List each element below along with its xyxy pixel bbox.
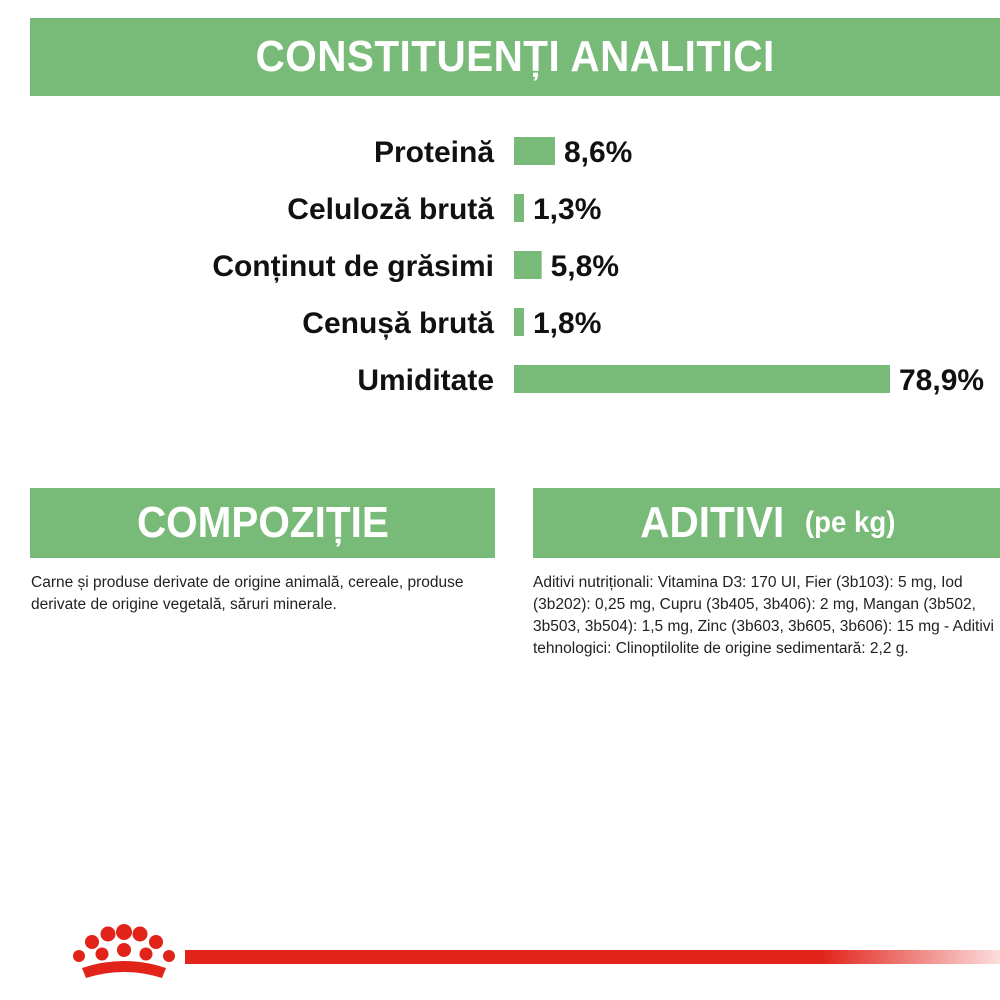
composition-header bbox=[30, 488, 495, 558]
analytic-constituents-title: CONSTITUENȚI ANALITICI bbox=[255, 32, 775, 81]
bar bbox=[514, 194, 524, 222]
category-label: Cenușă brută bbox=[302, 307, 494, 340]
additives-text: Aditivi nutriționali: Vitamina D3: 170 UI, Fier (3b103): 5 mg, Iod (3b202): 0,25 mg, Cupru (3b405, 3b406): 2 mg, Mangan (3b502, 3b503, 3b504): 1,5 mg, Zinc (3b603, 3b605, 3b606): 15 mg - Aditivi tehnologici: Clinoptilolite de origine sedimentară: 2,2 g. bbox=[533, 574, 994, 657]
value-label: 8,6% bbox=[563, 136, 633, 169]
category-label: Proteină bbox=[373, 136, 494, 169]
analytic-bar-chart bbox=[0, 120, 1000, 420]
analytic-constituents-header bbox=[30, 18, 1000, 96]
value-label: 1,3% bbox=[533, 193, 602, 226]
bar bbox=[514, 365, 890, 393]
value-label: 78,9% bbox=[899, 364, 985, 397]
value-label: 1,8% bbox=[533, 307, 602, 340]
footer-red-line bbox=[185, 950, 1000, 964]
royal-canin-crown-icon bbox=[66, 922, 176, 982]
category-label: Celuloză brută bbox=[287, 193, 494, 226]
bar bbox=[514, 137, 555, 165]
composition-title: COMPOZIȚIE bbox=[136, 498, 389, 547]
bar bbox=[514, 251, 542, 279]
category-label: Conținut de grăsimi bbox=[212, 250, 494, 283]
value-label: 5,8% bbox=[550, 250, 620, 283]
additives-unit: (pe kg) bbox=[804, 506, 895, 539]
additives-header bbox=[533, 488, 1000, 558]
category-label: Umiditate bbox=[357, 364, 494, 397]
composition-text: Carne și produse derivate de origine animală, cereale, produse derivate de origine vegetală, săruri minerale. bbox=[31, 574, 464, 613]
additives-title: ADITIVI bbox=[640, 498, 785, 547]
bar bbox=[514, 308, 524, 336]
